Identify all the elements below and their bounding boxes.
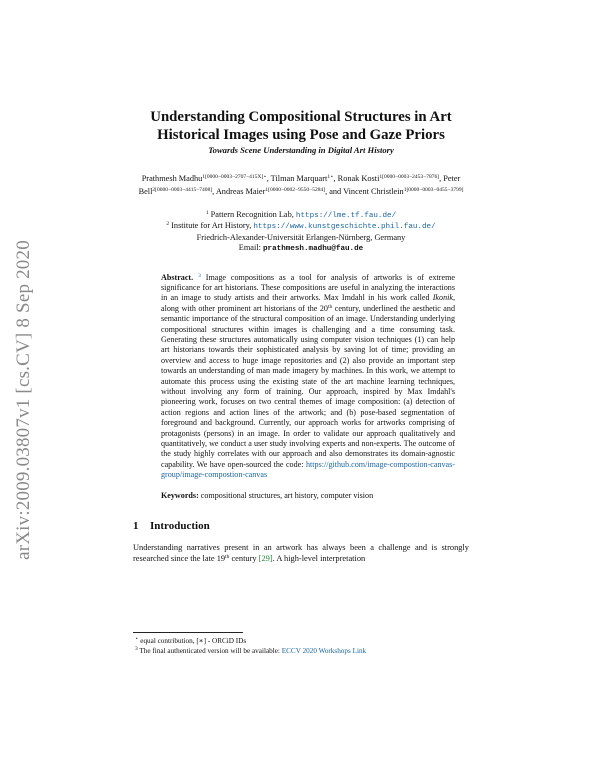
paper-page: [133, 108, 469, 564]
code-url-link[interactable]: https://github.com/image-compostion-canvas-group/image-compostion-canvas: [161, 459, 455, 480]
author-orcid: 2[0000−0003−4415−7408]: [152, 186, 213, 193]
superscript: th: [225, 553, 230, 560]
university: Friedrich-Alexander-Universität Erlangen-Nürnberg, Germany: [196, 232, 406, 242]
author-list: [133, 172, 469, 198]
abstract-heading: Abstract.: [161, 272, 194, 282]
keywords: [161, 491, 455, 502]
author-name: , and Vincent Christlein: [325, 186, 404, 196]
footnote-text: The final authenticated version will be available:: [139, 647, 282, 655]
keywords-label: Keywords:: [161, 490, 199, 500]
keywords-text: compositional structures, art history, computer vision: [200, 490, 374, 500]
affiliations: [133, 210, 469, 255]
author-name: , Peter Bell: [138, 173, 461, 196]
intro-paragraph: [133, 542, 469, 564]
abstract-text: , along with other prominent art historians of the 20: [161, 293, 455, 313]
intro-text: Understanding narratives present in an artwork has always been a challenge and is strongly researched since the late 19: [133, 542, 469, 563]
affiliation-name: Institute for Art History,: [171, 221, 252, 230]
footnote-text: equal contribution, [∗] - ORCiD IDs: [140, 637, 247, 645]
paper-subtitle: Towards Scene Understanding in Digital Art History: [208, 145, 394, 155]
footnote-1: [133, 636, 469, 646]
author-orcid: 1⋆: [327, 173, 334, 180]
author-name: , Tilman Marquart: [266, 173, 328, 183]
institute-url-link[interactable]: https://www.kunstgeschichte.phil.fau.de/: [253, 223, 436, 231]
lab-url-link[interactable]: https://lme.tf.fau.de/: [295, 211, 397, 220]
abstract-footnote-mark[interactable]: 3: [198, 272, 201, 279]
email-label: Email:: [238, 243, 261, 252]
footnote-mark: 3: [135, 646, 138, 652]
title-line-1: Understanding Compositional Structures in Art: [150, 109, 452, 125]
arxiv-stamp: [10, 210, 38, 590]
affiliation-name: Pattern Recognition Lab,: [210, 209, 294, 219]
email-line: [133, 243, 469, 255]
author-name: Prathmesh Madhu: [141, 173, 203, 183]
footnotes: [133, 632, 469, 656]
intro-text: . A high-level interpretation: [272, 553, 366, 563]
affiliation-2: [133, 221, 469, 233]
paper-title: [133, 108, 469, 144]
affiliation-mark: 2: [166, 221, 170, 227]
abstract: [161, 273, 455, 481]
author-name: , Andreas Maier: [212, 186, 266, 196]
eccv-workshops-link[interactable]: ECCV 2020 Workshops Link: [281, 647, 367, 655]
footnote-divider: [133, 632, 243, 633]
email-address[interactable]: prathmesh.madhu@fau.de: [262, 245, 364, 253]
citation-link[interactable]: [29]: [258, 553, 273, 563]
abstract-text: Image compositions as a tool for analysis of artworks is of extreme significance for art historians. These compositions are useful in analyzing the interactions in an image to study artists and their artworks. Max Imdahl in his work called: [161, 272, 455, 303]
author-orcid: 1[0000−0003−0455−3799]: [403, 186, 464, 193]
affiliation-mark: 1: [205, 209, 209, 216]
section-number: 1: [133, 520, 139, 533]
author-name: , Ronak Kosti: [333, 173, 380, 183]
affiliation-1: [133, 210, 469, 222]
intro-text: century: [229, 553, 259, 563]
footnote-mark: ⋆: [135, 636, 139, 642]
abstract-ikonik: Ikonik: [432, 293, 453, 303]
author-orcid: 1[0000−0003−2453−7876]: [379, 173, 440, 180]
superscript: th: [327, 303, 333, 310]
title-line-2: Historical Images using Pose and Gaze Priors: [157, 127, 445, 143]
arxiv-stamp-text: arXiv:2009.03807v1 [cs.CV] 8 Sep 2020: [13, 240, 34, 560]
author-orcid: 1[0000−0003−2707−415X]⋆: [202, 173, 267, 180]
section-title: Introduction: [150, 520, 210, 533]
section-heading: [133, 521, 469, 532]
abstract-text: century, underlined the aesthetic and semantic importance of the structural composition of an image. Understanding underlying compositional structures within images is challenging and a time consuming task. Generating these structures automatically using computer vision techniques (1) can help art historians towards their sophisticated analysis by saving lot of time; providing an overview and access to huge image repositories and (2) also provide an important step towards an understanding of man made imagery by machines. In this work, we attempt to automate this process using the existing state of the art machine learning techniques, without involving any form of training. Our approach, inspired by Max Imdahl's pioneering work, focuses on two central themes of image composition: (a) detection of action regions and action lines of the artwork; and (b) pose-based segmentation of foreground and background. Currently, our approach works for artworks comprising of protagonists (persons) in an image. In order to validate our approach qualitatively and quantitatively, we conduct a user study involving experts and non-experts. The outcome of the study highly correlates with our approach and also demonstrates its domain-agnostic capability. We have open-sourced the code:: [161, 303, 455, 469]
footnote-2: [133, 646, 469, 656]
author-orcid: 1[0000−0002−9550−5284]: [265, 186, 326, 193]
